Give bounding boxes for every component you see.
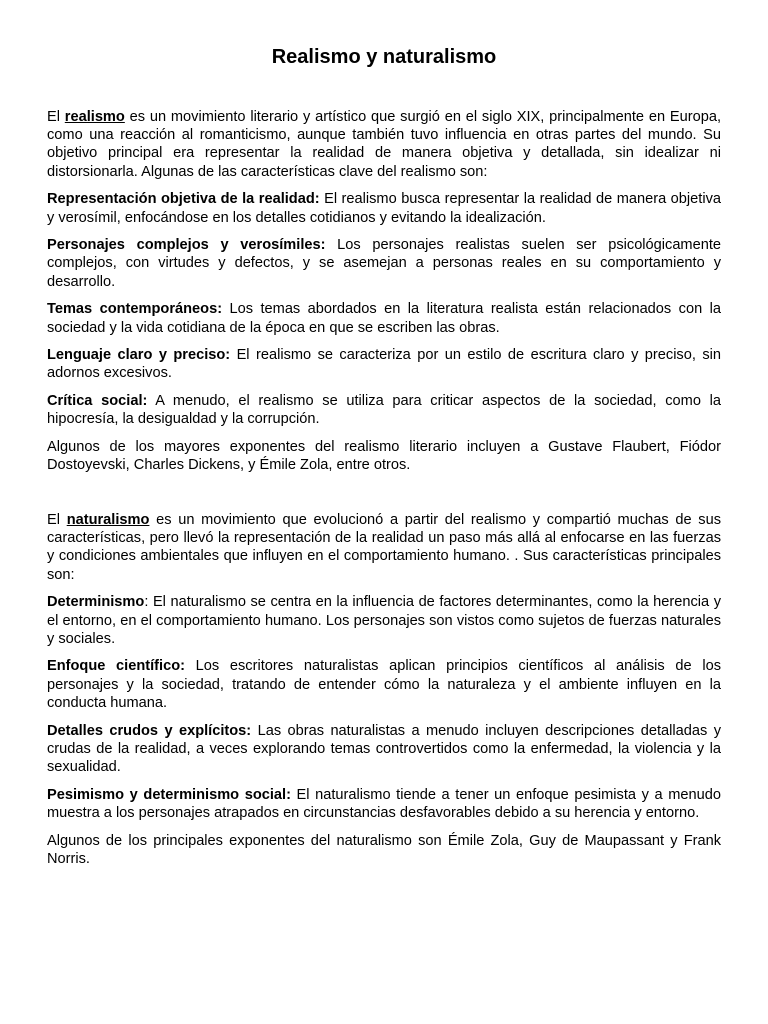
naturalismo-item-raw-details bbox=[47, 722, 721, 777]
intro-prefix: El bbox=[47, 109, 65, 125]
section-realismo bbox=[47, 108, 721, 484]
item-text: El realismo busca representar la realidad de manera objetiva y verosímil, enfocándose en los detalles cotidianos y evitando la idealización. bbox=[47, 191, 721, 226]
realismo-closing-paragraph: Algunos de los mayores exponentes del realismo literario incluyen a Gustave Flaubert, Fiódor Dostoyevski, Charles Dickens, y Émile Zola, entre otros. bbox=[47, 439, 721, 474]
intro-text: es un movimiento que evolucionó a partir del realismo y compartió muchas de sus características, pero llevó la representación de la realidad un paso más allá al enfocarse en las fuerzas y condiciones ambientales que influyen en el comportamiento humano. . Sus características principales son: bbox=[47, 512, 722, 583]
item-term: Enfoque científico: bbox=[47, 658, 185, 675]
realismo-item-complex-characters bbox=[47, 236, 721, 291]
item-term: Personajes complejos y verosímiles: bbox=[47, 237, 326, 254]
item-text: A menudo, el realismo se utiliza para criticar aspectos de la sociedad, como la hipocresía, la desigualdad y la corrupción. bbox=[47, 393, 721, 428]
keyword-realismo: realismo bbox=[64, 109, 125, 125]
realismo-item-social-criticism bbox=[47, 392, 721, 428]
item-text: Los personajes realistas suelen ser psicológicamente complejos, con virtudes y defectos, y se asemejan a personas reales en su comportamiento y desarrollo. bbox=[47, 237, 721, 290]
naturalismo-closing-paragraph: Algunos de los principales exponentes del naturalismo son Émile Zola, Guy de Maupassant y Frank Norris. bbox=[47, 832, 721, 867]
item-text: : El naturalismo se centra en la influencia de factores determinantes, como la herencia y el entorno, en el comportamiento humano. Los personajes son vistos como sujetos de fuerzas naturales y sociales. bbox=[47, 594, 721, 647]
item-text: El naturalismo tiende a tener un enfoque pesimista y a menudo muestra a los personajes atrapados en circunstancias desfavorables debido a su herencia y entorno. bbox=[47, 786, 721, 821]
item-text: Las obras naturalistas a menudo incluyen descripciones detalladas y crudas de la realidad, a veces explorando temas controvertidos como la enfermedad, la violencia y la sexualidad. bbox=[47, 722, 721, 775]
item-term: Lenguaje claro y preciso: bbox=[47, 347, 231, 364]
realismo-item-clear-language bbox=[47, 346, 721, 382]
naturalismo-item-social-pessimism bbox=[47, 786, 721, 822]
item-term: Crítica social: bbox=[47, 393, 148, 410]
item-text: El realismo se caracteriza por un estilo de escritura claro y preciso, sin adornos excesivos. bbox=[47, 347, 721, 382]
naturalismo-item-determinism bbox=[47, 593, 721, 648]
item-term: Pesimismo y determinismo social: bbox=[47, 786, 291, 803]
realismo-item-objective-representation bbox=[47, 190, 721, 226]
item-term: Temas contemporáneos: bbox=[47, 301, 223, 318]
intro-prefix: El bbox=[47, 512, 67, 528]
item-text: Los temas abordados en la literatura realista están relacionados con la sociedad y la vida cotidiana de la época en que se escriben las obras. bbox=[47, 301, 722, 336]
intro-text: es un movimiento literario y artístico que surgió en el siglo XIX, principalmente en Europa, como una reacción al romanticismo, aunque también tuvo influencia en otras partes del mundo. Su objetivo principal era representar la realidad de manera objetiva y detallada, sin idealizar ni distorsionarla. Algunas de las características clave del realismo son: bbox=[47, 109, 722, 180]
item-term: Representación objetiva de la realidad: bbox=[47, 191, 320, 208]
naturalismo-intro-paragraph bbox=[47, 511, 721, 584]
keyword-naturalismo: naturalismo bbox=[66, 512, 150, 528]
item-term: Determinismo bbox=[47, 594, 145, 611]
item-term: Detalles crudos y explícitos: bbox=[47, 722, 252, 739]
page-title: Realismo y naturalismo bbox=[271, 46, 497, 68]
item-text: Los escritores naturalistas aplican principios científicos al análisis de los personajes y la sociedad, tratando de entender cómo la naturaleza y el ambiente influyen en la conducta humana. bbox=[47, 658, 721, 711]
realismo-intro-paragraph bbox=[47, 108, 721, 181]
naturalismo-item-scientific-approach bbox=[47, 657, 721, 712]
section-naturalismo bbox=[47, 511, 721, 877]
realismo-item-contemporary-themes bbox=[47, 300, 721, 336]
